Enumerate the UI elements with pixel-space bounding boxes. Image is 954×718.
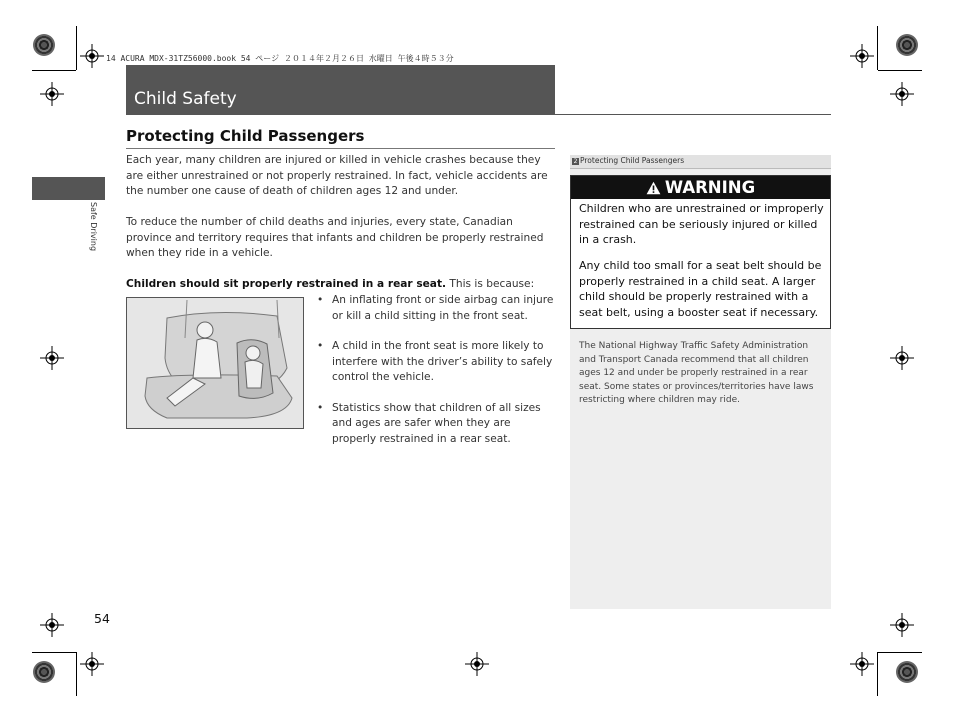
trim-mark <box>877 26 878 70</box>
registration-mark-icon <box>850 652 874 676</box>
body-paragraph: Each year, many children are injured or killed in vehicle crashes because they are either unrestrained or not properly restrained. In fact, vehicle accidents are the number one cause of death of children ages 12 and under. <box>126 154 548 197</box>
trim-mark <box>32 70 76 71</box>
color-rosette-icon <box>33 661 55 683</box>
trim-mark <box>76 26 77 70</box>
registration-mark-icon <box>40 613 64 637</box>
title-rule <box>555 114 831 115</box>
warning-title-text: WARNING <box>664 178 756 197</box>
registration-mark-icon <box>80 44 104 68</box>
color-rosette-icon <box>33 34 55 56</box>
registration-mark-icon <box>890 613 914 637</box>
list-item: • Statistics show that children of all sizes and ages are safer when they are properly restrained in a rear seat. <box>317 401 557 448</box>
trim-mark <box>76 652 77 696</box>
sidebar-reference <box>572 156 684 165</box>
color-rosette-icon <box>896 661 918 683</box>
rear-seat-drawing-icon <box>127 298 303 428</box>
print-header: 14 ACURA MDX-31TZ56000.book 54 ページ ２０１４年２月２６日 水曜日 午後４時５３分 <box>106 54 454 63</box>
trim-mark <box>877 652 878 696</box>
color-rosette-icon <box>896 34 918 56</box>
list-item: • A child in the front seat is more likely to interfere with the driver’s ability to safely control the vehicle. <box>317 339 557 386</box>
registration-mark-icon <box>890 82 914 106</box>
registration-mark-icon <box>890 346 914 370</box>
reasons-list <box>317 293 557 462</box>
section-title: Protecting Child Passengers <box>126 127 365 145</box>
trim-mark <box>878 70 922 71</box>
warning-paragraph: Any child too small for a seat belt should be properly restrained in a child seat. A larger child should be properly restrained with a seat belt, using a booster seat if necessary. <box>579 259 822 319</box>
registration-mark-icon <box>80 652 104 676</box>
registration-mark-icon <box>850 44 874 68</box>
child-seat-illustration <box>126 297 304 429</box>
list-item: • An inflating front or side airbag can injure or kill a child sitting in the front seat. <box>317 293 557 324</box>
warning-title <box>571 176 830 199</box>
trim-mark <box>878 652 922 653</box>
registration-mark-icon <box>40 346 64 370</box>
sidebar-note: The National Highway Traffic Safety Administration and Transport Canada recommend that all children ages 12 and under be properly restrained in a rear seat. Some states or provinces/territories have laws restricting where children may ride. <box>579 341 814 405</box>
body-paragraph: To reduce the number of child deaths and injuries, every state, Canadian province and territory requires that infants and children be properly restrained when they ride in a vehicle. <box>126 216 544 259</box>
lead-bold: Children should sit properly restrained in a rear seat. <box>126 278 447 290</box>
reference-marker-icon: 2 <box>573 158 578 165</box>
section-rule <box>126 148 555 149</box>
registration-mark-icon <box>40 82 64 106</box>
registration-mark-icon <box>465 652 489 676</box>
side-tab <box>32 177 105 200</box>
warning-paragraph: Children who are unrestrained or improperly restrained can be seriously injured or killed in a crash. <box>579 202 824 246</box>
page-number: 54 <box>94 611 110 626</box>
lead-rest: This is because: <box>446 278 535 290</box>
lead-sentence <box>126 277 556 292</box>
warning-triangle-icon <box>646 181 661 195</box>
trim-mark <box>32 652 76 653</box>
chapter-title: Child Safety <box>134 89 237 109</box>
side-tab-label: Safe Driving <box>89 202 98 252</box>
sidebar-reference-text: Protecting Child Passengers <box>580 156 685 165</box>
